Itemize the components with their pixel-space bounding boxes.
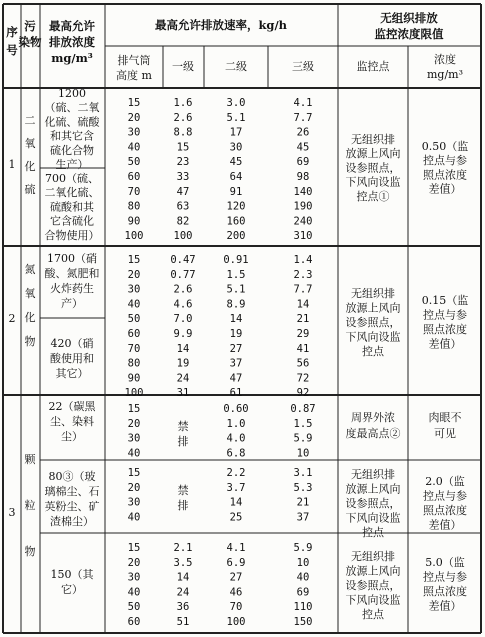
stack-height-value: 90 — [127, 215, 141, 228]
grade1-rate-value: 8.8 — [173, 126, 193, 139]
grade2-rate-value: 27 — [229, 571, 243, 584]
grade2-rate-value: 3.0 — [226, 97, 246, 109]
grade2-rate-value: 200 — [226, 230, 246, 243]
concentration-limit: 尘） — [61, 430, 83, 443]
monitor-point-note: 下风向设监 — [345, 175, 401, 189]
fugitive-limit-value: 差值） — [428, 518, 462, 532]
grade1-prohibited-label: 排 — [177, 435, 189, 448]
pollutant-name: 化 — [24, 160, 36, 173]
seq-number: 1 — [8, 158, 16, 171]
stack-height-value: 100 — [124, 230, 144, 243]
grade2-rate-value: 37 — [229, 357, 243, 370]
grade2-rate-value: 0.91 — [223, 254, 249, 266]
grade2-rate-value: 4.1 — [226, 542, 246, 554]
header-pollutant-label: 染物 — [18, 35, 42, 49]
grade2-rate-value: 5.1 — [226, 111, 246, 124]
grade3-rate-value: 0.87 — [290, 403, 316, 415]
grade3-rate-value: 56 — [296, 357, 310, 370]
fugitive-limit-value: 肉眼不 — [428, 411, 462, 424]
concentration-limit: 酸使用和 — [50, 352, 94, 365]
monitor-point-note: 设参照点， — [345, 161, 401, 175]
grade2-rate-value: 14 — [229, 496, 243, 509]
header-max-concentration-label: mg/m³ — [51, 51, 93, 65]
stack-height-value: 15 — [127, 467, 141, 479]
grade2-rate-value: 8.9 — [226, 298, 246, 311]
stack-height-value: 80 — [127, 357, 141, 370]
grade2-rate-value: 14 — [229, 313, 243, 326]
header-concentration-label: mg/m³ — [426, 68, 464, 81]
grade1-rate-value: 2.6 — [173, 283, 193, 296]
monitor-point-note: 放源上风向 — [345, 482, 401, 496]
grade1-rate-value: 36 — [176, 601, 190, 614]
stack-height-value: 20 — [127, 268, 141, 281]
fugitive-limit-value: 0.15（监 — [421, 294, 469, 307]
grade1-rate-value: 9.9 — [173, 328, 193, 340]
monitor-point-note: 放源上风向 — [345, 147, 401, 161]
grade1-rate-value: 2.6 — [173, 111, 193, 124]
grade1-rate-value: 100 — [173, 230, 193, 243]
grade2-rate-value: 0.60 — [223, 403, 249, 415]
header-concentration-label: 浓度 — [434, 53, 456, 66]
monitor-point-note: 设参照点， — [345, 316, 401, 329]
stack-height-value: 30 — [127, 496, 141, 509]
grade1-rate-value: 47 — [176, 185, 190, 198]
monitor-point-note: 下风向设监 — [345, 511, 401, 525]
grade2-rate-value: 6.9 — [226, 556, 246, 569]
stack-height-value: 90 — [127, 372, 141, 385]
monitor-point-note: 下风向设监 — [345, 330, 401, 344]
header-max-concentration-label: 排放浓度 — [49, 35, 95, 49]
header-max-concentration-label: 最高允许 — [49, 19, 95, 33]
header-fugitive-label: 无组织排放 — [380, 11, 438, 25]
grade2-rate-value: 3.7 — [226, 481, 246, 494]
pollutant-name: 硫 — [24, 183, 36, 196]
concentration-limit: 生产） — [55, 158, 89, 171]
concentration-limit: 1700（硝 — [47, 252, 97, 265]
grade3-rate-value: 310 — [293, 230, 313, 243]
grade1-rate-value: 33 — [176, 171, 190, 183]
stack-height-value: 30 — [127, 432, 141, 445]
concentration-limit: 700（硫、 — [45, 172, 99, 185]
stack-height-value: 20 — [127, 556, 141, 569]
grade2-rate-value: 25 — [229, 511, 243, 524]
grade3-rate-value: 14 — [296, 298, 310, 311]
grade2-rate-value: 45 — [229, 156, 243, 169]
concentration-limit: 80③（玻 — [48, 470, 96, 483]
stack-height-value: 40 — [127, 447, 141, 460]
pollutant-name: 化 — [24, 311, 36, 324]
header-seq-label: 序 — [6, 25, 18, 39]
stack-height-value: 40 — [127, 141, 141, 154]
grade3-rate-value: 45 — [296, 141, 310, 154]
stack-height-value: 60 — [127, 328, 141, 340]
grade3-rate-value: 69 — [296, 156, 310, 169]
grade3-rate-value: 69 — [296, 586, 310, 599]
grade2-rate-value: 6.8 — [226, 447, 246, 460]
grade1-rate-value: 14 — [176, 342, 190, 355]
stack-height-value: 15 — [127, 542, 141, 554]
stack-height-value: 50 — [127, 156, 141, 169]
stack-height-value: 70 — [127, 185, 141, 198]
monitor-point-note: 周界外浓 — [351, 411, 395, 424]
stack-height-value: 50 — [127, 313, 141, 326]
pollutant-name: 物 — [24, 545, 36, 558]
header-fugitive-label: 监控浓度限值 — [374, 27, 444, 41]
grade3-rate-value: 98 — [296, 171, 310, 183]
grade1-rate-value: 24 — [176, 372, 190, 385]
pollutant-name: 氮 — [24, 263, 36, 276]
grade2-rate-value: 17 — [229, 126, 243, 139]
grade2-rate-value: 120 — [226, 200, 246, 213]
grade1-prohibited-label: 排 — [177, 499, 189, 512]
fugitive-limit-value: 差值） — [428, 599, 462, 613]
fugitive-limit-value: 控点与参 — [423, 154, 467, 168]
monitor-point-note: 下风向设监 — [345, 593, 401, 607]
header-seq-label: 号 — [6, 43, 18, 57]
stack-height-value: 40 — [127, 511, 141, 524]
monitor-point-note: 无组织排 — [351, 468, 395, 481]
grade3-rate-value: 21 — [296, 496, 310, 509]
header-grade2-label: 二级 — [225, 60, 247, 73]
grade2-rate-value: 1.0 — [226, 417, 246, 430]
grade3-rate-value: 10 — [296, 556, 310, 569]
grade3-rate-value: 40 — [296, 571, 310, 584]
concentration-limit: （硫、二氧 — [44, 101, 100, 115]
concentration-limit: 其它） — [55, 367, 89, 380]
grade3-rate-value: 3.1 — [293, 467, 313, 479]
fugitive-limit-value: 0.50（监 — [421, 140, 469, 153]
concentration-limit: 它含硫化 — [50, 214, 94, 228]
grade1-rate-value: 24 — [176, 586, 190, 599]
monitor-point-note: 控点 — [362, 526, 384, 539]
concentration-limit: 硫酸和其 — [50, 200, 94, 214]
concentration-limit: 尘、染料 — [50, 415, 94, 428]
grade3-rate-value: 10 — [296, 447, 310, 460]
stack-height-value: 15 — [127, 97, 141, 109]
fugitive-limit-value: 控点与参 — [423, 489, 467, 503]
grade1-rate-value: 3.5 — [173, 556, 193, 569]
stack-height-value: 100 — [124, 387, 144, 400]
grade3-rate-value: 110 — [293, 601, 313, 614]
stack-height-value: 60 — [127, 616, 141, 628]
header-grade1-label: 一级 — [172, 60, 194, 73]
grade3-rate-value: 7.7 — [293, 111, 313, 124]
grade2-rate-value: 91 — [229, 185, 243, 198]
grade1-rate-value: 23 — [176, 156, 190, 169]
concentration-limit: 英粉尘、矿 — [44, 500, 100, 513]
pollutant-name: 氧 — [24, 287, 36, 300]
fugitive-limit-value: 控点与参 — [423, 308, 467, 322]
grade1-rate-value: 0.47 — [170, 254, 196, 266]
monitor-point-note: 设参照点， — [345, 497, 401, 510]
monitor-point-note: 放源上风向 — [345, 301, 401, 315]
grade2-rate-value: 46 — [229, 586, 243, 599]
stack-height-value: 15 — [127, 403, 141, 415]
grade2-rate-value: 160 — [226, 215, 246, 228]
grade1-rate-value: 7.0 — [173, 313, 193, 326]
grade3-rate-value: 92 — [296, 387, 310, 400]
monitor-point-note: 无组织排 — [351, 133, 395, 146]
grade2-rate-value: 47 — [229, 372, 243, 385]
stack-height-value: 60 — [127, 171, 141, 183]
grade1-rate-value: 19 — [176, 357, 190, 370]
grade1-prohibited-label: 禁 — [177, 420, 189, 433]
stack-height-value: 15 — [127, 254, 141, 266]
grade3-rate-value: 5.9 — [293, 432, 313, 445]
grade2-rate-value: 4.0 — [226, 432, 246, 445]
monitor-point-note: 设参照点， — [345, 579, 401, 592]
header-stack-height-label: 排气筒 — [117, 54, 151, 67]
grade3-rate-value: 41 — [296, 342, 310, 355]
grade1-rate-value: 63 — [176, 200, 190, 213]
stack-height-value: 40 — [127, 298, 141, 311]
grade2-rate-value: 19 — [229, 328, 243, 340]
stack-height-value: 20 — [127, 111, 141, 124]
grade2-rate-value: 100 — [226, 616, 246, 628]
grade2-rate-value: 27 — [229, 342, 243, 355]
grade2-rate-value: 1.5 — [226, 268, 246, 281]
grade3-rate-value: 140 — [293, 185, 313, 198]
fugitive-limit-value: 照点浓度 — [423, 168, 467, 182]
stack-height-value: 70 — [127, 342, 141, 355]
monitor-point-note: 控点① — [356, 189, 390, 203]
pollutant-name: 粒 — [24, 499, 36, 512]
header-pollutant-label: 污 — [24, 19, 36, 33]
grade1-rate-value: 1.6 — [173, 97, 193, 109]
header-grade3-label: 三级 — [292, 60, 314, 73]
concentration-limit: 1200 — [58, 87, 86, 100]
grade3-rate-value: 150 — [293, 616, 313, 628]
fugitive-limit-value: 差值） — [428, 337, 462, 351]
stack-height-value: 50 — [127, 601, 141, 614]
concentration-limit: 璃棉尘、石 — [44, 485, 100, 498]
fugitive-limit-value: 5.0（监 — [425, 556, 465, 569]
fugitive-limit-value: 照点浓度 — [423, 504, 467, 517]
grade3-rate-value: 26 — [296, 126, 310, 139]
monitor-point-note: 放源上风向 — [345, 564, 401, 578]
pollutant-name: 物 — [24, 335, 36, 348]
grade2-rate-value: 30 — [229, 141, 243, 154]
monitor-point-note: 无组织排 — [351, 550, 395, 563]
grade3-rate-value: 7.7 — [293, 283, 313, 296]
grade3-rate-value: 29 — [296, 328, 310, 340]
stack-height-value: 30 — [127, 283, 141, 296]
grade3-rate-value: 240 — [293, 215, 313, 228]
grade1-rate-value: 2.1 — [173, 542, 193, 554]
concentration-limit: 火炸药生 — [50, 282, 94, 295]
grade3-rate-value: 190 — [293, 200, 313, 213]
monitor-point-note: 控点 — [362, 345, 384, 358]
grade3-rate-value: 5.9 — [293, 542, 313, 554]
grade1-rate-value: 4.6 — [173, 298, 193, 311]
grade1-rate-value: 51 — [176, 616, 190, 628]
fugitive-limit-value: 照点浓度 — [423, 585, 467, 598]
grade1-rate-value: 14 — [176, 571, 190, 584]
concentration-limit: 硫化合物 — [50, 143, 94, 157]
header-stack-height-label: 高度 m — [116, 69, 152, 82]
fugitive-limit-value: 可见 — [434, 427, 456, 440]
concentration-limit: 二氧化硫、 — [44, 186, 100, 200]
table-body — [9, 87, 469, 628]
grade1-prohibited-label: 禁 — [177, 484, 189, 497]
pollutant-name: 二 — [24, 114, 36, 127]
concentration-limit: 产） — [61, 297, 83, 310]
grade2-rate-value: 61 — [229, 387, 243, 400]
stack-height-value: 20 — [127, 481, 141, 494]
grade1-rate-value: 31 — [176, 387, 190, 400]
pollutant-name: 颗 — [24, 453, 36, 466]
grade3-rate-value: 72 — [296, 372, 310, 385]
grade2-rate-value: 2.2 — [226, 467, 246, 479]
stack-height-value: 30 — [127, 571, 141, 584]
stack-height-value: 30 — [127, 126, 141, 139]
concentration-limit: 酸、氮肥和 — [44, 267, 100, 280]
fugitive-limit-value: 差值） — [428, 182, 462, 196]
header-max-rate-label: 最高允许排放速率，kg/h — [154, 18, 288, 32]
grade1-rate-value: 82 — [176, 215, 190, 228]
grade2-rate-value: 5.1 — [226, 283, 246, 296]
header-monitor-point-label: 监控点 — [356, 60, 390, 73]
fugitive-limit-value: 照点浓度 — [423, 323, 467, 336]
grade3-rate-value: 37 — [296, 511, 310, 524]
stack-height-value: 40 — [127, 586, 141, 599]
concentration-limit: 渣棉尘） — [50, 515, 94, 528]
concentration-limit: 和其它含 — [50, 129, 94, 143]
concentration-limit: 化硫、硫酸 — [44, 115, 100, 129]
grade3-rate-value: 4.1 — [293, 97, 313, 109]
grade3-rate-value: 1.5 — [293, 417, 313, 430]
grade1-rate-value: 0.77 — [170, 268, 196, 281]
concentration-limit: 420（硝 — [50, 337, 94, 350]
grade1-rate-value: 15 — [176, 141, 190, 154]
grade3-rate-value: 2.3 — [293, 268, 313, 281]
grade3-rate-value: 21 — [296, 313, 310, 326]
stack-height-value: 20 — [127, 417, 141, 430]
concentration-limit: 合物使用） — [44, 228, 100, 242]
seq-number: 3 — [8, 506, 16, 519]
grade2-rate-value: 64 — [229, 171, 243, 183]
monitor-point-note: 度最高点② — [345, 427, 401, 440]
monitor-point-note: 无组织排 — [351, 287, 395, 300]
grade3-rate-value: 5.3 — [293, 481, 313, 494]
fugitive-limit-value: 2.0（监 — [425, 475, 465, 488]
concentration-limit: 22（碳黑 — [48, 400, 96, 413]
seq-number: 2 — [8, 312, 16, 325]
fugitive-limit-value: 控点与参 — [423, 570, 467, 584]
stack-height-value: 80 — [127, 200, 141, 213]
monitor-point-note: 控点 — [362, 608, 384, 621]
grade2-rate-value: 70 — [229, 601, 243, 614]
pollutant-name: 氧 — [24, 137, 36, 150]
concentration-limit: 150（其 — [50, 568, 94, 581]
grade3-rate-value: 1.4 — [293, 254, 313, 266]
concentration-limit: 它） — [61, 583, 83, 596]
